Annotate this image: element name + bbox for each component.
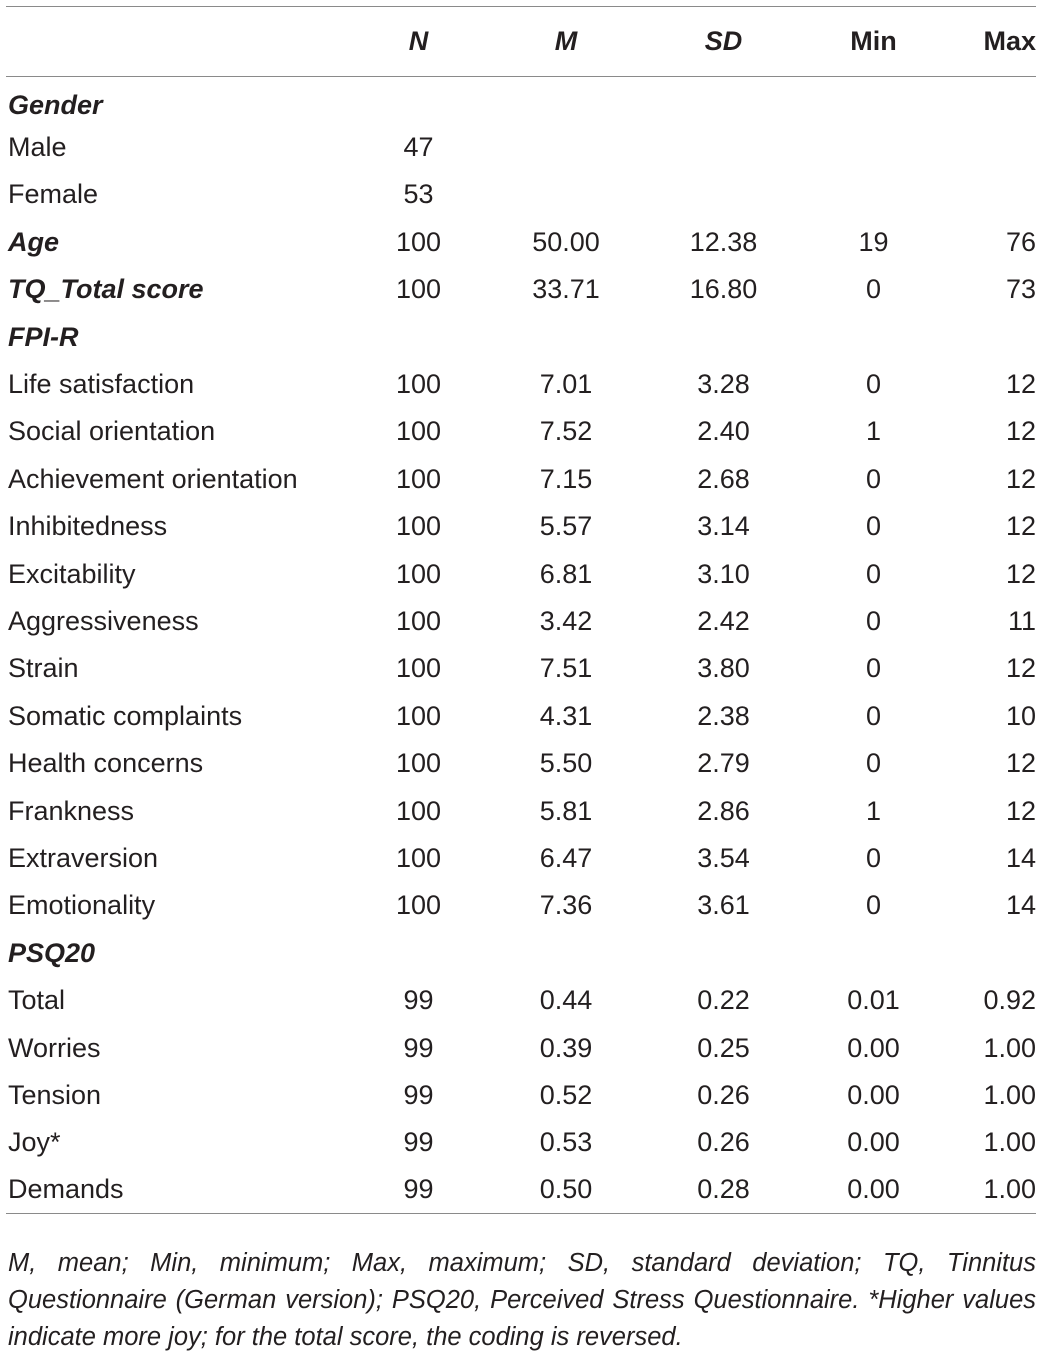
cell-n: 100 <box>395 558 442 589</box>
cell-sd: 0.26 <box>697 1079 750 1110</box>
section-label: Age <box>8 226 60 257</box>
row-label: Excitability <box>8 558 136 589</box>
cell-m <box>501 313 631 360</box>
table-row <box>6 882 1036 929</box>
table-row <box>6 1119 1036 1166</box>
header-row <box>6 7 1036 77</box>
table-body <box>6 77 1036 1214</box>
cell-min <box>816 313 931 360</box>
cell-max: 12 <box>1005 748 1036 779</box>
cell-m: 0.39 <box>539 1032 593 1063</box>
cell-sd: 3.54 <box>697 842 750 873</box>
header-max: Max <box>983 26 1036 56</box>
cell-max <box>931 124 1036 171</box>
table-row <box>6 1072 1036 1119</box>
cell-n <box>336 930 501 977</box>
cell-m: 7.52 <box>539 416 593 447</box>
header-sd: SD <box>704 26 743 56</box>
cell-m: 0.52 <box>539 1079 593 1110</box>
row-label: Total <box>8 985 66 1016</box>
cell-min: 0 <box>865 890 882 921</box>
cell-min <box>816 930 931 977</box>
cell-max: 0.92 <box>983 985 1036 1016</box>
section-label: Gender <box>8 89 103 120</box>
cell-n: 53 <box>403 179 434 210</box>
cell-max: 1.00 <box>983 1127 1036 1158</box>
cell-max <box>931 930 1036 977</box>
cell-m: 3.42 <box>539 605 593 636</box>
cell-min: 0 <box>865 700 882 731</box>
cell-max: 1.00 <box>983 1174 1036 1205</box>
cell-n: 99 <box>403 1174 434 1205</box>
cell-max: 12 <box>1005 369 1036 400</box>
cell-sd <box>631 313 816 360</box>
section-row <box>6 930 1036 977</box>
table-row <box>6 645 1036 692</box>
cell-m: 5.81 <box>539 795 593 826</box>
cell-n: 99 <box>403 985 434 1016</box>
cell-max <box>931 171 1036 218</box>
row-label: Strain <box>8 653 79 684</box>
cell-sd: 0.22 <box>697 985 750 1016</box>
table-row <box>6 835 1036 882</box>
cell-sd: 0.26 <box>697 1127 750 1158</box>
cell-n: 100 <box>395 463 442 494</box>
cell-max: 76 <box>1005 226 1036 257</box>
cell-min <box>816 171 931 218</box>
table-row <box>6 1166 1036 1213</box>
cell-sd <box>631 171 816 218</box>
cell-sd: 3.10 <box>697 558 750 589</box>
cell-m <box>501 171 631 218</box>
cell-min: 0 <box>865 748 882 779</box>
cell-m: 0.50 <box>539 1174 593 1205</box>
cell-sd <box>631 124 816 171</box>
row-label: Joy* <box>8 1127 61 1158</box>
cell-min: 0 <box>865 558 882 589</box>
cell-n: 100 <box>395 274 442 305</box>
cell-sd: 2.38 <box>697 700 750 731</box>
cell-min: 0 <box>865 842 882 873</box>
cell-n: 100 <box>395 700 442 731</box>
cell-m: 50.00 <box>532 226 600 257</box>
cell-m: 6.81 <box>539 558 593 589</box>
header-min: Min <box>850 26 897 56</box>
cell-min <box>816 124 931 171</box>
descriptive-statistics-table-container <box>6 6 1036 1214</box>
cell-m: 4.31 <box>539 700 593 731</box>
table-row <box>6 124 1036 171</box>
header-label <box>6 7 336 77</box>
row-label: Extraversion <box>8 842 159 873</box>
cell-n: 47 <box>403 132 434 163</box>
row-label: Worries <box>8 1032 101 1063</box>
section-label: FPI-R <box>8 321 79 352</box>
cell-m: 7.36 <box>539 890 593 921</box>
row-label: Demands <box>8 1174 124 1205</box>
cell-n: 100 <box>395 226 442 257</box>
cell-min <box>816 77 931 124</box>
cell-m: 7.15 <box>539 463 593 494</box>
row-label: Achievement orientation <box>8 463 298 494</box>
table-row <box>6 598 1036 645</box>
cell-min: 0 <box>865 463 882 494</box>
cell-n: 99 <box>403 1032 434 1063</box>
section-row <box>6 313 1036 360</box>
cell-m: 7.51 <box>539 653 593 684</box>
cell-sd: 3.28 <box>697 369 750 400</box>
cell-sd: 0.25 <box>697 1032 750 1063</box>
cell-min: 0 <box>865 653 882 684</box>
section-row <box>6 266 1036 313</box>
cell-min: 1 <box>865 795 882 826</box>
cell-n: 100 <box>395 511 442 542</box>
table-row <box>6 456 1036 503</box>
cell-min: 0 <box>865 369 882 400</box>
table-row <box>6 787 1036 834</box>
table-row <box>6 550 1036 597</box>
cell-n: 100 <box>395 890 442 921</box>
cell-m: 0.53 <box>539 1127 593 1158</box>
table-row <box>6 740 1036 787</box>
cell-min: 1 <box>865 416 882 447</box>
cell-n: 99 <box>403 1079 434 1110</box>
row-label: Tension <box>8 1079 102 1110</box>
cell-n: 100 <box>395 416 442 447</box>
cell-m: 5.57 <box>539 511 593 542</box>
cell-sd: 16.80 <box>689 274 758 305</box>
cell-max: 12 <box>1005 795 1036 826</box>
cell-min: 0 <box>865 511 882 542</box>
descriptive-statistics-table <box>6 6 1036 1214</box>
cell-max: 14 <box>1005 842 1036 873</box>
cell-sd: 3.80 <box>697 653 750 684</box>
cell-max: 12 <box>1005 463 1036 494</box>
table-row <box>6 408 1036 455</box>
cell-min: 0.00 <box>847 1127 900 1158</box>
cell-n: 100 <box>395 605 442 636</box>
cell-n: 99 <box>403 1127 434 1158</box>
cell-sd: 2.79 <box>697 748 750 779</box>
cell-max: 1.00 <box>983 1079 1036 1110</box>
cell-min: 0 <box>865 605 882 636</box>
cell-min: 0.00 <box>847 1032 900 1063</box>
cell-m: 33.71 <box>532 274 600 305</box>
row-label: Frankness <box>8 795 135 826</box>
cell-min: 19 <box>858 226 889 257</box>
table-row <box>6 1024 1036 1071</box>
cell-sd: 2.68 <box>697 463 750 494</box>
cell-sd: 2.42 <box>697 605 750 636</box>
cell-min: 0 <box>865 274 882 305</box>
header-mean: M <box>554 26 578 56</box>
section-row <box>6 219 1036 266</box>
cell-max: 12 <box>1005 653 1036 684</box>
table-header <box>6 7 1036 77</box>
row-label: Male <box>8 132 67 163</box>
cell-m <box>501 124 631 171</box>
table-footnote: M, mean; Min, minimum; Max, maximum; SD, standard deviation; TQ, Tinnitus Questionnaire (German version); PSQ20, Perceived Stress Questionnaire. *Higher values indicate more joy; for the total score, the coding is reversed. <box>8 1249 1036 1351</box>
table-row <box>6 171 1036 218</box>
cell-n: 100 <box>395 748 442 779</box>
cell-sd: 12.38 <box>689 226 758 257</box>
cell-n: 100 <box>395 369 442 400</box>
cell-m: 5.50 <box>539 748 593 779</box>
row-label: Emotionality <box>8 890 156 921</box>
cell-sd: 3.14 <box>697 511 750 542</box>
cell-m: 0.44 <box>539 985 593 1016</box>
row-label: Health concerns <box>8 748 204 779</box>
table-row <box>6 977 1036 1024</box>
cell-m <box>501 77 631 124</box>
cell-sd: 2.40 <box>697 416 750 447</box>
cell-min: 0.00 <box>847 1079 900 1110</box>
table-row <box>6 361 1036 408</box>
cell-sd: 0.28 <box>697 1174 750 1205</box>
row-label: Female <box>8 179 99 210</box>
row-label: Aggressiveness <box>8 605 199 636</box>
section-row <box>6 77 1036 124</box>
row-label: Social orientation <box>8 416 216 447</box>
row-label: Somatic complaints <box>8 700 243 731</box>
cell-sd: 2.86 <box>697 795 750 826</box>
cell-n <box>336 313 501 360</box>
cell-sd: 3.61 <box>697 890 750 921</box>
header-n: N <box>408 26 429 56</box>
row-label: Life satisfaction <box>8 369 195 400</box>
table-row <box>6 503 1036 550</box>
cell-max <box>931 313 1036 360</box>
cell-sd <box>631 77 816 124</box>
cell-m: 6.47 <box>539 842 593 873</box>
cell-n <box>336 77 501 124</box>
cell-max: 12 <box>1005 416 1036 447</box>
table-row <box>6 693 1036 740</box>
cell-sd <box>631 930 816 977</box>
section-label: TQ_Total score <box>8 274 204 305</box>
cell-max: 10 <box>1005 700 1036 731</box>
cell-max: 12 <box>1005 511 1036 542</box>
cell-n: 100 <box>395 842 442 873</box>
cell-max: 1.00 <box>983 1032 1036 1063</box>
cell-max: 73 <box>1005 274 1036 305</box>
cell-max: 12 <box>1005 558 1036 589</box>
cell-min: 0.00 <box>847 1174 900 1205</box>
cell-max: 14 <box>1005 890 1036 921</box>
section-label: PSQ20 <box>8 937 96 968</box>
cell-n: 100 <box>395 653 442 684</box>
cell-max: 11 <box>1007 605 1036 636</box>
cell-n: 100 <box>395 795 442 826</box>
cell-m <box>501 930 631 977</box>
row-label: Inhibitedness <box>8 511 168 542</box>
cell-min: 0.01 <box>847 985 900 1016</box>
cell-m: 7.01 <box>539 369 593 400</box>
cell-max <box>931 77 1036 124</box>
